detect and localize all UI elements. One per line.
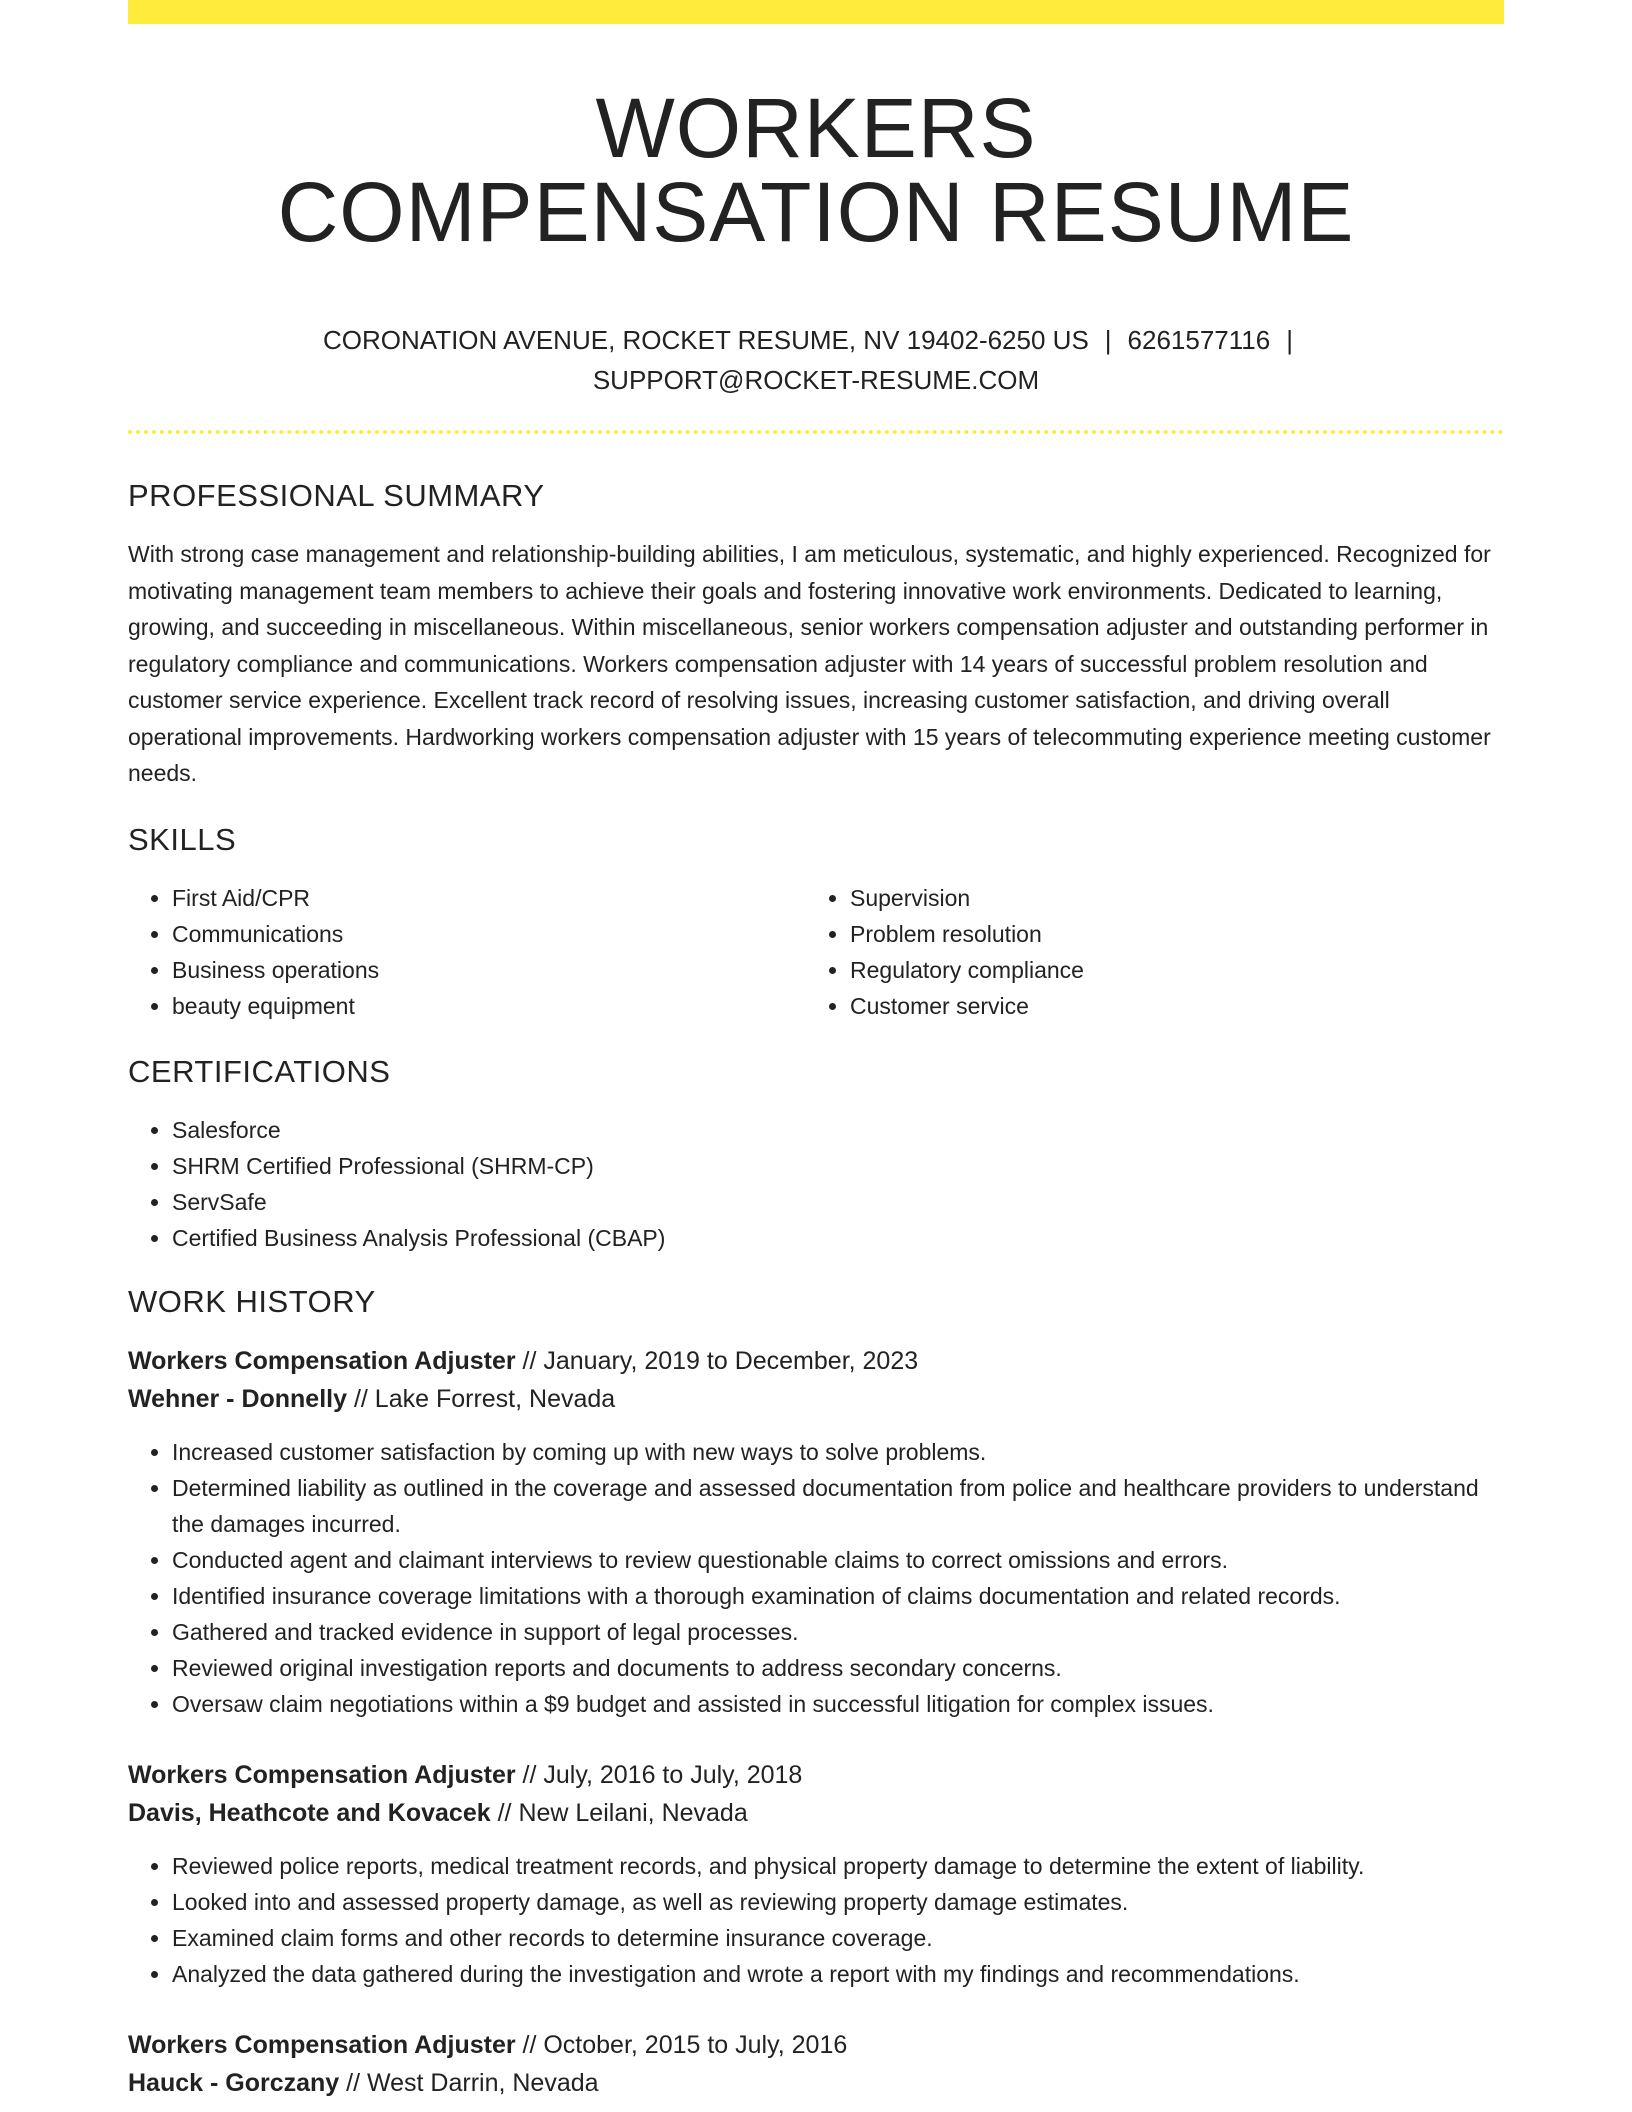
section-heading-summary: PROFESSIONAL SUMMARY bbox=[128, 478, 545, 513]
certification-item: • Certified Business Analysis Professional (CBAP) bbox=[172, 1220, 1504, 1256]
job-title-line bbox=[128, 1342, 1504, 1380]
job-bullet: • Conducted agent and claimant interviews to review questionable claims to correct omissions and errors. bbox=[172, 1542, 1504, 1578]
skills-list-left bbox=[128, 880, 806, 1024]
job-bullets bbox=[128, 1434, 1504, 1722]
skill-item: • beauty equipment bbox=[172, 988, 806, 1024]
contact-separator: | bbox=[1286, 325, 1293, 355]
resume-title bbox=[128, 81, 1504, 259]
certification-item: • ServSafe bbox=[172, 1184, 1504, 1220]
job-company: Davis, Heathcote and Kovacek bbox=[128, 1798, 491, 1827]
contact-email[interactable]: SUPPORT@ROCKET-RESUME.COM bbox=[592, 365, 1040, 395]
job-spacer bbox=[128, 1832, 1504, 1848]
section-heading-skills: SKILLS bbox=[128, 821, 237, 857]
job-title-line bbox=[128, 2026, 1504, 2064]
contact-line-2 bbox=[128, 360, 1504, 400]
section-heading-work-history: WORK HISTORY bbox=[128, 1283, 376, 1319]
job-bullet: • Looked into and assessed property damage, as well as reviewing property damage estimates. bbox=[172, 1884, 1504, 1920]
summary-text: With strong case management and relationship-building abilities, I am meticulous, systematic, and highly experienced. Recognized for motivating management team members to achieve their goals and fostering innovative work environments. Dedicated to learning, growing, and succeeding in miscellaneous. Within miscellaneous, senior workers compensation adjuster and outstanding performer in regulatory compliance and communications. Workers compensation adjuster with 14 years of successful problem resolution and customer service experience. Excellent track record of resolving issues, increasing customer satisfaction, and driving overall operational improvements. Hardworking workers compensation adjuster with 15 years of telecommuting experience meeting customer needs. bbox=[128, 541, 1491, 786]
job-company-line bbox=[128, 1380, 1504, 1418]
job-location: // West Darrin, Nevada bbox=[339, 2068, 599, 2097]
certification-item: • SHRM Certified Professional (SHRM-CP) bbox=[172, 1148, 1504, 1184]
contact-address: CORONATION AVENUE, ROCKET RESUME, NV 19402-6250 US bbox=[323, 325, 1089, 355]
job-company-line bbox=[128, 2064, 1504, 2102]
skills-section bbox=[128, 820, 1504, 1024]
skill-item: • First Aid/CPR bbox=[172, 880, 806, 916]
skill-item: • Communications bbox=[172, 916, 806, 952]
job-bullet: • Increased customer satisfaction by coming up with new ways to solve problems. bbox=[172, 1434, 1504, 1470]
job-dates: // January, 2019 to December, 2023 bbox=[515, 1346, 919, 1375]
job-entry bbox=[128, 1756, 1504, 1992]
job-bullet: • Reviewed police reports, medical treatment records, and physical property damage to determine the extent of liability. bbox=[172, 1848, 1504, 1884]
job-bullets bbox=[128, 1848, 1504, 1992]
job-title: Workers Compensation Adjuster bbox=[128, 1346, 516, 1375]
job-location: // New Leilani, Nevada bbox=[490, 1798, 748, 1827]
job-bullet: • Determined liability as outlined in the coverage and assessed documentation from police and healthcare providers to understand the damages incurred. bbox=[172, 1470, 1504, 1542]
skill-item: • Business operations bbox=[172, 952, 806, 988]
job-title-line bbox=[128, 1756, 1504, 1794]
job-bullet: • Identified insurance coverage limitations with a thorough examination of claims documentation and related records. bbox=[172, 1578, 1504, 1614]
job-bullet: • Oversaw claim negotiations within a $9 budget and assisted in successful litigation for complex issues. bbox=[172, 1686, 1504, 1722]
work-history-section bbox=[128, 1282, 1504, 2102]
job-dates: // July, 2016 to July, 2018 bbox=[515, 1760, 803, 1789]
certifications-section bbox=[128, 1052, 1504, 1256]
job-dates: // October, 2015 to July, 2016 bbox=[515, 2030, 848, 2059]
job-entry bbox=[128, 1342, 1504, 1722]
job-company: Hauck - Gorczany bbox=[128, 2068, 340, 2097]
job-spacer bbox=[128, 1418, 1504, 1434]
skills-columns bbox=[128, 880, 1504, 1024]
summary-section bbox=[128, 476, 1504, 792]
skills-list-right bbox=[806, 880, 1550, 1024]
job-company: Wehner - Donnelly bbox=[128, 1384, 348, 1413]
job-company-line bbox=[128, 1794, 1504, 1832]
job-bullet: • Analyzed the data gathered during the investigation and wrote a report with my findings and recommendations. bbox=[172, 1956, 1504, 1992]
job-title: Workers Compensation Adjuster bbox=[128, 2030, 516, 2059]
contact-line-1 bbox=[128, 320, 1504, 360]
contact-info bbox=[128, 320, 1504, 400]
skill-item: • Problem resolution bbox=[850, 916, 1550, 952]
title-line-2: COMPENSATION RESUME bbox=[277, 165, 1355, 259]
job-bullet: • Gathered and tracked evidence in support of legal processes. bbox=[172, 1614, 1504, 1650]
contact-separator: | bbox=[1104, 325, 1112, 355]
skill-item: • Regulatory compliance bbox=[850, 952, 1550, 988]
contact-phone: 6261577116 bbox=[1127, 325, 1271, 355]
resume-content bbox=[128, 476, 1504, 2102]
skill-item: • Supervision bbox=[850, 880, 1550, 916]
top-accent-bar bbox=[128, 0, 1504, 24]
job-bullet: • Examined claim forms and other records to determine insurance coverage. bbox=[172, 1920, 1504, 1956]
certification-item: • Salesforce bbox=[172, 1112, 1504, 1148]
section-heading-certifications: CERTIFICATIONS bbox=[128, 1053, 391, 1089]
job-title: Workers Compensation Adjuster bbox=[128, 1760, 516, 1789]
certifications-list bbox=[128, 1112, 1504, 1256]
job-entry bbox=[128, 2026, 1504, 2102]
title-line-1: WORKERS bbox=[595, 81, 1037, 175]
dotted-divider bbox=[128, 430, 1504, 434]
job-bullet: • Reviewed original investigation reports and documents to address secondary concerns. bbox=[172, 1650, 1504, 1686]
job-location: // Lake Forrest, Nevada bbox=[347, 1384, 616, 1413]
skill-item: • Customer service bbox=[850, 988, 1550, 1024]
